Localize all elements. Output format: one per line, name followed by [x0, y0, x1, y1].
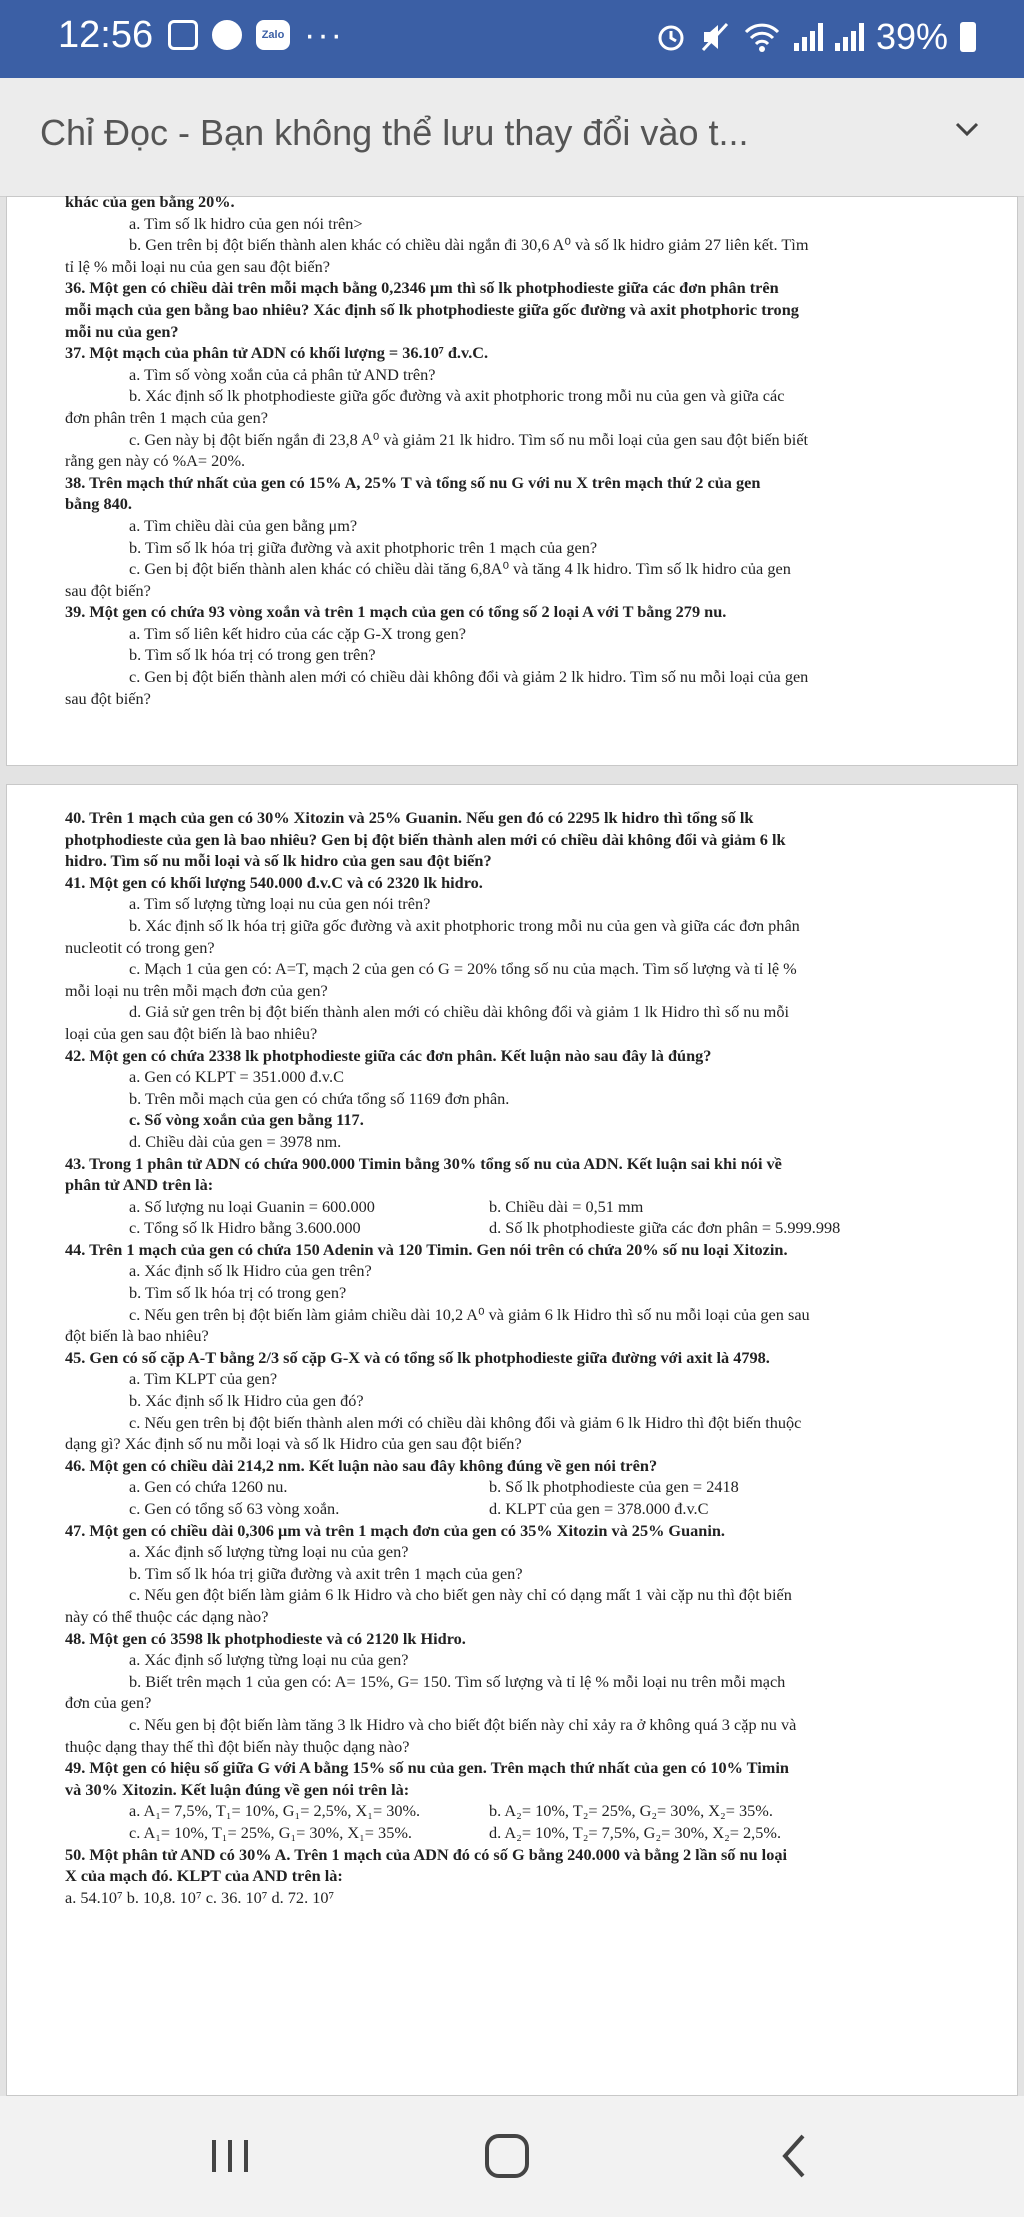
clock: 12:56: [58, 14, 154, 56]
wifi-icon: [742, 20, 782, 54]
text-line: phân tử AND trên là:: [65, 1175, 214, 1195]
text-line: photphodieste của gen là bao nhiêu? Gen bị đột biến thành alen mới có chiều dài không đổi và giảm 6 lk: [65, 829, 786, 849]
text-line: c. Nếu gen trên bị đột biến thành alen mới có chiều dài không đổi và giảm 6 lk Hidro thì đột biến thuộc: [129, 1412, 802, 1432]
text-line: và 30% Xitozin. Kết luận đúng về gen nói trên là:: [65, 1779, 410, 1799]
system-icons: [654, 16, 976, 58]
text-line: sau đột biến?: [65, 688, 151, 708]
navigation-bar: [0, 2096, 1024, 2217]
text-line: b. Tìm số lk hóa trị giữa đường và axit trên 1 mạch của gen?: [129, 1563, 523, 1583]
text-line: 37. Một mạch của phân tử ADN có khối lượng = 36.10⁷ đ.v.C.: [65, 343, 489, 363]
battery-percent: 39%: [875, 16, 948, 57]
text-line: a. 54.10⁷ b. 10,8. 10⁷ c. 36. 10⁷ d. 72. 10⁷: [65, 1887, 335, 1907]
text-line: b. Tìm số lk hóa trị giữa đường và axit photphoric trên 1 mạch của gen?: [129, 537, 598, 557]
text-line: a. Tìm số vòng xoắn của cả phân tử AND trên?: [129, 364, 436, 384]
option-right: b. Chiều dài = 0,51 mm: [489, 1196, 644, 1216]
text-line: d. Giả sử gen trên bị đột biến thành alen mới có chiều dài không đổi và giảm 1 lk Hidro thì số nu mỗi: [129, 1002, 789, 1022]
text-line: tỉ lệ % mỗi loại nu của gen sau đột biến?: [65, 256, 330, 276]
text-line: b. Xác định số lk hóa trị giữa gốc đường và axit photphoric trong mỗi nu của gen và giữa các đơn phân: [129, 915, 800, 935]
text-line: c. Nếu gen trên bị đột biến làm giảm chiều dài 10,2 A⁰ và giảm 6 lk Hidro thì số nu mỗi loại của gen sau: [129, 1304, 810, 1324]
text-line: 49. Một gen có hiệu số giữa G với A bằng 15% số nu của gen. Trên mạch thứ nhất của gen có 10% Timin: [65, 1758, 789, 1778]
signal-icon-1: [794, 23, 823, 51]
text-line: d. Chiều dài của gen = 3978 nm.: [129, 1131, 342, 1151]
text-line: a. Gen có KLPT = 351.000 đ.v.C: [129, 1067, 344, 1087]
text-line: a. Tìm chiều dài của gen bằng μm?: [129, 515, 358, 535]
text-line: đơn phân trên 1 mạch của gen?: [65, 407, 268, 427]
text-line: c. Nếu gen bị đột biến làm tăng 3 lk Hidro và cho biết đột biến này chỉ xảy ra ở không quá 3 cặp nu và: [129, 1714, 797, 1734]
text-line: [65, 1800, 977, 1822]
option-left: a. A₁= 7,5%, T₁= 10%, G₁= 2,5%, X₁= 30%.: [129, 1801, 421, 1821]
chevron-down-icon[interactable]: [954, 116, 980, 142]
text-line: mỗi mạch của gen bằng bao nhiêu? Xác định số lk photphodieste giữa gốc đường và axit photphoric trong: [65, 299, 799, 319]
text-line: đột biến là bao nhiêu?: [65, 1326, 209, 1346]
text-line: a. Tìm số lượng từng loại nu của gen nói trên?: [129, 894, 431, 914]
text-line: 38. Trên mạch thứ nhất của gen có 15% A, 25% T và tổng số nu G với nu X trên mạch thứ 2 của gen: [65, 472, 761, 492]
gallery-icon: [168, 20, 198, 50]
alarm-icon: [654, 20, 688, 54]
text-line: a. Tìm số lk hidro của gen nói trên>: [129, 213, 363, 233]
page-1-text: [65, 191, 977, 709]
text-line: này có thể thuộc các dạng nào?: [65, 1606, 269, 1626]
text-line: c. Nếu gen đột biến làm giảm 6 lk Hidro và cho biết gen này chỉ có dạng mất 1 vài cặp nu thì đột biến: [129, 1585, 792, 1605]
text-line: bằng 840.: [65, 494, 132, 514]
home-button[interactable]: [467, 2126, 547, 2186]
status-bar: [0, 0, 1024, 78]
text-line: 43. Trong 1 phân tử ADN có chứa 900.000 Timin bằng 30% tổng số nu của ADN. Kết luận sai khi nói về: [65, 1153, 782, 1173]
text-line: [65, 1498, 977, 1520]
text-line: mỗi loại nu trên mỗi mạch đơn của gen?: [65, 980, 328, 1000]
read-only-message: Chỉ Đọc - Bạn không thể lưu thay đổi vào t...: [40, 112, 749, 153]
text-line: 41. Một gen có khối lượng 540.000 đ.v.C và có 2320 lk hidro.: [65, 872, 483, 892]
text-line: loại của gen sau đột biến là bao nhiêu?: [65, 1023, 318, 1043]
text-line: a. Tìm KLPT của gen?: [129, 1369, 278, 1389]
text-line: X của mạch đó. KLPT của AND trên là:: [65, 1866, 343, 1886]
text-line: a. Xác định số lượng từng loại nu của gen?: [129, 1542, 409, 1562]
text-line: [65, 1822, 977, 1844]
option-left: c. Gen có tổng số 63 vòng xoắn.: [129, 1499, 340, 1518]
option-left: c. A₁= 10%, T₁= 25%, G₁= 30%, X₁= 35%.: [129, 1822, 412, 1842]
text-line: c. Gen bị đột biến thành alen khác có chiều dài tăng 6,8A⁰ và tăng 4 lk hidro. Tìm số lk hidro của gen: [129, 559, 791, 579]
text-line: 50. Một phân tử AND có 30% A. Trên 1 mạch của ADN đó có số G bằng 240.000 và bằng 2 lần số nu loại: [65, 1844, 788, 1864]
text-line: [65, 1476, 977, 1498]
text-line: mỗi nu của gen?: [65, 321, 179, 341]
text-line: a. Tìm số liên kết hidro của các cặp G-X trong gen?: [129, 623, 466, 643]
text-line: dạng gì? Xác định số nu mỗi loại và số lk Hidro của gen sau đột biến?: [65, 1434, 522, 1454]
text-line: sau đột biến?: [65, 580, 151, 600]
text-line: 40. Trên 1 mạch của gen có 30% Xitozin và 25% Guanin. Nếu gen đó có 2295 lk hidro thì tổng số lk: [65, 808, 754, 827]
text-line: a. Xác định số lk Hidro của gen trên?: [129, 1261, 372, 1281]
text-line: 42. Một gen có chứa 2338 lk photphodieste giữa các đơn phân. Kết luận nào sau đây là đúng?: [65, 1045, 712, 1065]
battery-icon: [960, 22, 976, 52]
text-line: 36. Một gen có chiều dài trên mỗi mạch bằng 0,2346 μm thì số lk photphodieste giữa các đơn phân trên: [65, 278, 779, 298]
page-2-text: [65, 807, 977, 1908]
text-line: 48. Một gen có 3598 lk photphodieste và có 2120 lk Hidro.: [65, 1628, 466, 1648]
text-line: 39. Một gen có chứa 93 vòng xoắn và trên 1 mạch của gen có tổng số 2 loại A với T bằng 279 nu.: [65, 602, 727, 622]
recent-apps-button[interactable]: [190, 2126, 270, 2186]
option-left: c. Tổng số lk Hidro bằng 3.600.000: [129, 1218, 361, 1238]
text-line: [65, 1196, 977, 1218]
read-only-banner[interactable]: [0, 78, 1024, 197]
text-line: [65, 1217, 977, 1239]
text-line: thuộc dạng thay thế thì đột biến này thuộc dạng nào?: [65, 1736, 410, 1756]
text-line: 46. Một gen có chiều dài 214,2 nm. Kết luận nào sau đây không đúng về gen nói trên?: [65, 1455, 658, 1475]
text-line: c. Số vòng xoắn của gen bằng 117.: [129, 1110, 364, 1130]
back-button[interactable]: [755, 2126, 835, 2186]
text-line: c. Gen bị đột biến thành alen mới có chiều dài không đổi và giảm 2 lk hidro. Tìm số nu mỗi loại của gen: [129, 667, 809, 687]
option-right: d. KLPT của gen = 378.000 đ.v.C: [489, 1499, 709, 1518]
text-line: rằng gen này có %A= 20%.: [65, 451, 246, 471]
option-left: a. Số lượng nu loại Guanin = 600.000: [129, 1196, 375, 1216]
option-left: a. Gen có chứa 1260 nu.: [129, 1477, 288, 1497]
signal-icon-2: [835, 23, 864, 51]
text-line: b. Tìm số lk hóa trị có trong gen trên?: [129, 645, 376, 665]
zalo-icon: Zalo: [256, 20, 290, 50]
text-line: nucleotit có trong gen?: [65, 937, 215, 957]
facebook-icon: [212, 20, 242, 50]
option-right: d. Số lk photphodieste giữa các đơn phân = 5.999.998: [489, 1218, 841, 1238]
option-right: d. A₂= 10%, T₂= 7,5%, G₂= 30%, X₂= 2,5%.: [489, 1822, 782, 1842]
text-line: b. Gen trên bị đột biến thành alen khác có chiều dài ngắn đi 30,6 A⁰ và số lk hidro giảm 27 liên kết. Tìm: [129, 235, 809, 255]
document-page-2: [6, 784, 1018, 2096]
more-notifications-icon: ···: [304, 16, 344, 54]
text-line: đơn của gen?: [65, 1693, 152, 1713]
text-line: c. Mạch 1 của gen có: A=T, mạch 2 của gen có G = 20% tổng số nu của mạch. Tìm số lượng và tỉ lệ %: [129, 959, 797, 979]
text-line: b. Xác định số lk photphodieste giữa gốc đường và axit photphoric trong mỗi nu của gen và giữa các: [129, 386, 785, 406]
option-right: b. Số lk photphodieste của gen = 2418: [489, 1477, 739, 1497]
text-line: khác của gen bằng 20%.: [65, 192, 235, 211]
text-line: b. Biết trên mạch 1 của gen có: A= 15%, G= 150. Tìm số lượng và tỉ lệ % mỗi loại nu trên mỗi mạch: [129, 1671, 786, 1691]
document-page-1: [6, 192, 1018, 766]
text-line: 44. Trên 1 mạch của gen có chứa 150 Adenin và 120 Timin. Gen nói trên có chứa 20% số nu loại Xitozin.: [65, 1239, 788, 1259]
text-line: b. Tìm số lk hóa trị có trong gen?: [129, 1283, 347, 1303]
text-line: 47. Một gen có chiều dài 0,306 μm và trên 1 mạch đơn của gen có 35% Xitozin và 25% Guanin.: [65, 1520, 725, 1540]
option-right: b. A₂= 10%, T₂= 25%, G₂= 30%, X₂= 35%.: [489, 1801, 773, 1821]
notification-icons: [168, 16, 344, 54]
text-line: hidro. Tìm số nu mỗi loại và số lk hidro của gen sau đột biến?: [65, 851, 492, 871]
mute-icon: [700, 20, 730, 54]
text-line: c. Gen này bị đột biến ngắn đi 23,8 A⁰ và giảm 21 lk hidro. Tìm số nu mỗi loại của gen sau đột biến biết: [129, 429, 809, 449]
text-line: b. Trên mỗi mạch của gen có chứa tổng số 1169 đơn phân.: [129, 1088, 510, 1108]
text-line: 45. Gen có số cặp A-T bằng 2/3 số cặp G-X và có tổng số lk photphodieste giữa đường với axit là 4798.: [65, 1347, 770, 1367]
text-line: b. Xác định số lk Hidro của gen đó?: [129, 1391, 364, 1411]
text-line: a. Xác định số lượng từng loại nu của gen?: [129, 1650, 409, 1670]
